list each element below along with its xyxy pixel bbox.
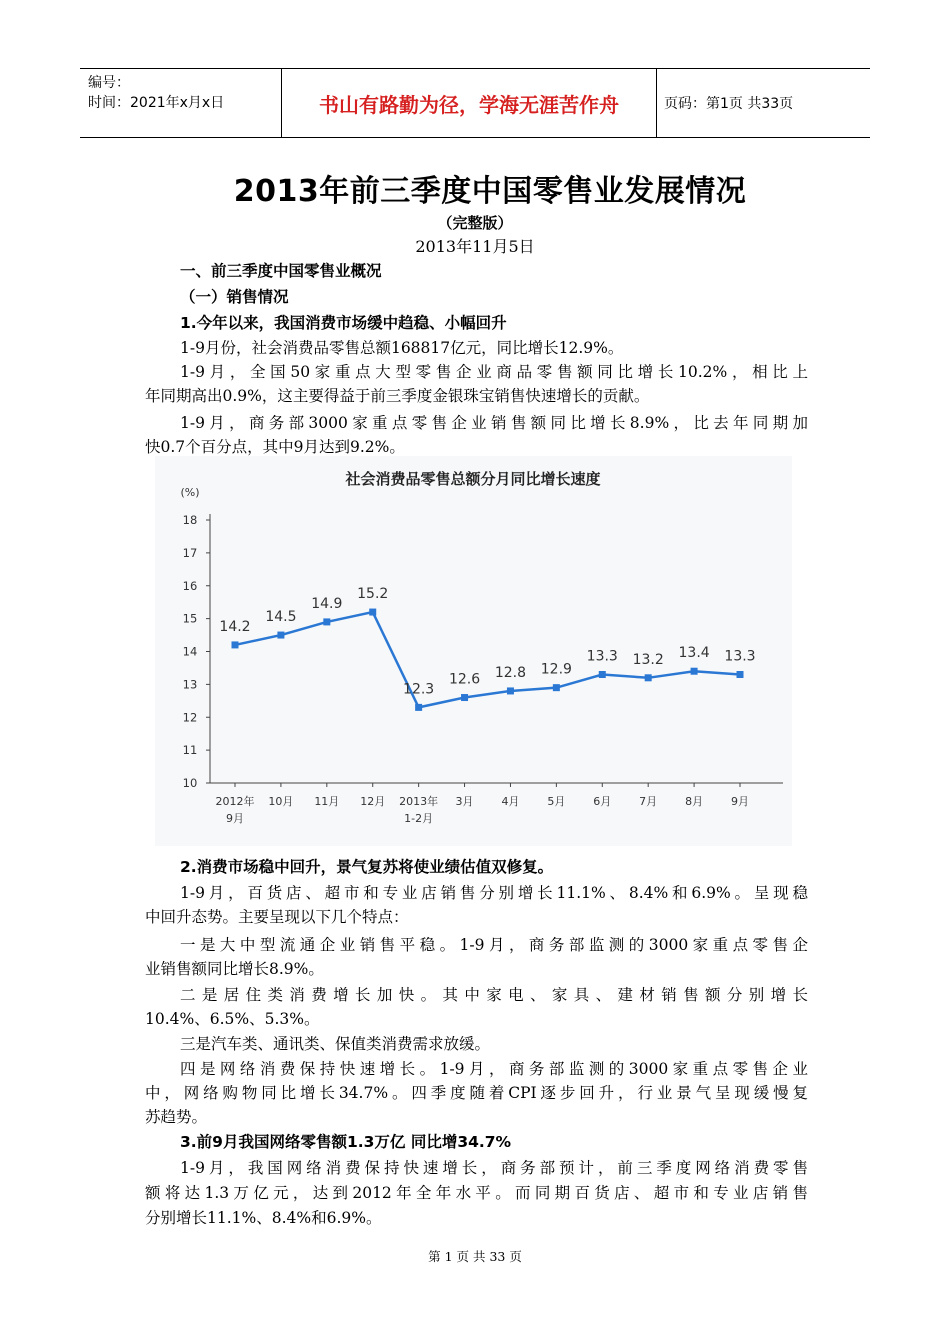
- section-heading-3a: 1.今年以来，我国消费市场缓中趋稳、小幅回升: [180, 314, 507, 332]
- chart-x-tick-label: 4月: [501, 795, 520, 808]
- paragraph-3-line-2: 快0.7个百分点，其中9月达到9.2%。: [145, 438, 405, 456]
- chart-data-label: 13.3: [724, 648, 756, 665]
- chart-ylabel: (%): [180, 486, 200, 499]
- chart-y-tick-label: 10: [182, 776, 198, 790]
- section-heading-3c: 3.前9月我国网络零售额1.3万亿 同比增34.7%: [180, 1133, 512, 1151]
- chart-data-point: [645, 674, 652, 681]
- chart-data-point: [599, 671, 606, 678]
- chart-data-point: [323, 618, 330, 625]
- doc-subtitle: （完整版）: [437, 214, 513, 232]
- chart-data-label: 12.3: [403, 681, 435, 698]
- chart-x-tick-label: 3月: [455, 795, 474, 808]
- chart-data-label: 14.2: [219, 618, 251, 635]
- chart-x-tick-label: 5月: [547, 795, 566, 808]
- paragraph-6-line-2: 10.4%、6.5%、5.3%。: [145, 1010, 320, 1028]
- paragraph-8-line-1: 四是网络消费保持快速增长。1-9月，商务部监测的3000家重点零售企业: [180, 1060, 808, 1078]
- chart-data-point: [507, 687, 514, 694]
- page-footer: 第 1 页 共 33 页: [428, 1249, 522, 1264]
- chart-y-tick-label: 11: [182, 743, 198, 758]
- chart-x-tick-label: 2013年: [399, 795, 439, 808]
- paragraph-9-line-1: 1-9月，我国网络消费保持快速增长，商务部预计，前三季度网络消费零售: [180, 1159, 808, 1177]
- section-heading-1: 一、前三季度中国零售业概况: [180, 262, 382, 280]
- chart-x-tick-label: 7月: [639, 795, 658, 808]
- chart-y-tick-label: 15: [182, 611, 198, 626]
- chart-data-label: 14.9: [311, 595, 343, 612]
- doc-number-label: 编号：: [88, 75, 130, 91]
- doc-title: 2013年前三季度中国零售业发展情况: [233, 174, 747, 209]
- paragraph-8-line-2: 中，网络购物同比增长34.7%。四季度随着CPI逐步回升，行业景气呈现缓慢复: [145, 1084, 808, 1102]
- chart-y-tick-label: 12: [182, 710, 198, 725]
- chart-data-label: 14.5: [265, 609, 297, 626]
- chart-data-point: [691, 668, 698, 675]
- chart-y-tick-label: 18: [182, 513, 198, 527]
- chart-x-tick-label: 9月: [226, 812, 244, 825]
- header-page-info: 页码：第1页 共33页: [664, 96, 794, 112]
- paragraph-5-line-1: 一是大中型流通企业销售平稳。1-9月，商务部监测的3000家重点零售企: [180, 936, 808, 954]
- paragraph-4-line-1: 1-9月，百货店、超市和专业店销售分别增长11.1%、8.4%和6.9%。呈现稳: [180, 884, 808, 902]
- section-heading-3b: 2.消费市场稳中回升，景气复苏将使业绩估值双修复。: [180, 858, 554, 876]
- chart-title: 社会消费品零售总额分月同比增长速度: [345, 470, 601, 488]
- paragraph-6-line-1: 二是居住类消费增长加快。其中家电、家具、建材销售额分别增长: [180, 986, 808, 1004]
- chart-x-tick-label: 1-2月: [404, 812, 434, 825]
- chart-y-tick-label: 14: [182, 644, 198, 659]
- chart-series-line: [235, 612, 740, 707]
- chart-data-point: [461, 694, 468, 701]
- paragraph-2-line-2: 年同期高出0.9%，这主要得益于前三季度金银珠宝销售快速增长的贡献。: [145, 387, 650, 405]
- chart-data-label: 15.2: [357, 586, 389, 603]
- doc-time-label: 时间：2021年x月x日: [88, 95, 225, 111]
- paragraph-4-line-2: 中回升态势。主要呈现以下几个特点：: [145, 908, 409, 926]
- chart-x-tick-label: 8月: [685, 795, 704, 808]
- chart-svg: [155, 456, 792, 846]
- retail-growth-chart: [155, 456, 792, 846]
- chart-x-tick-label: 9月: [731, 795, 749, 808]
- paragraph-2-line-1: 1-9月，全国50家重点大型零售企业商品零售额同比增长10.2%，相比上: [180, 363, 808, 381]
- paragraph-1: 1-9月份，社会消费品零售总额168817亿元，同比增长12.9%。: [180, 339, 624, 357]
- chart-x-tick-label: 10月: [268, 795, 294, 808]
- chart-data-point: [369, 609, 376, 616]
- chart-x-tick-label: 6月: [593, 795, 612, 808]
- chart-x-tick-label: 2012年: [215, 795, 255, 808]
- paragraph-9-line-2: 额将达1.3万亿元，达到2012年全年水平。而同期百货店、超市和专业店销售: [145, 1184, 808, 1202]
- chart-y-tick-label: 17: [182, 545, 198, 560]
- chart-x-tick-label: 12月: [360, 795, 386, 808]
- chart-data-point: [737, 671, 744, 678]
- paragraph-8-line-3: 苏趋势。: [145, 1108, 208, 1126]
- chart-data-point: [553, 684, 560, 691]
- chart-data-point: [232, 641, 239, 648]
- section-heading-2: （一）销售情况: [180, 288, 289, 306]
- page-header: [80, 68, 870, 138]
- paragraph-7: 三是汽车类、通讯类、保值类消费需求放缓。: [180, 1035, 491, 1053]
- chart-data-label: 13.2: [632, 651, 664, 668]
- chart-data-label: 13.3: [586, 648, 618, 665]
- chart-data-point: [277, 632, 284, 639]
- chart-data-label: 12.6: [448, 671, 481, 688]
- paragraph-5-line-2: 业销售额同比增长8.9%。: [145, 960, 324, 978]
- doc-date: 2013年11月5日: [415, 237, 535, 256]
- paragraph-9-line-3: 分别增长11.1%、8.4%和6.9%。: [145, 1209, 382, 1227]
- chart-x-tick-label: 11月: [314, 795, 340, 808]
- chart-data-label: 13.4: [678, 645, 710, 662]
- chart-y-tick-label: 16: [182, 578, 198, 593]
- header-motto: 书山有路勤为径，学海无涯苦作舟: [281, 69, 657, 137]
- chart-data-label: 12.9: [540, 661, 572, 678]
- chart-data-point: [415, 704, 422, 711]
- paragraph-3-line-1: 1-9月，商务部3000家重点零售企业销售额同比增长8.9%，比去年同期加: [180, 414, 808, 432]
- header-meta: [80, 69, 281, 137]
- chart-data-label: 12.8: [494, 664, 527, 681]
- chart-y-tick-label: 13: [182, 677, 198, 692]
